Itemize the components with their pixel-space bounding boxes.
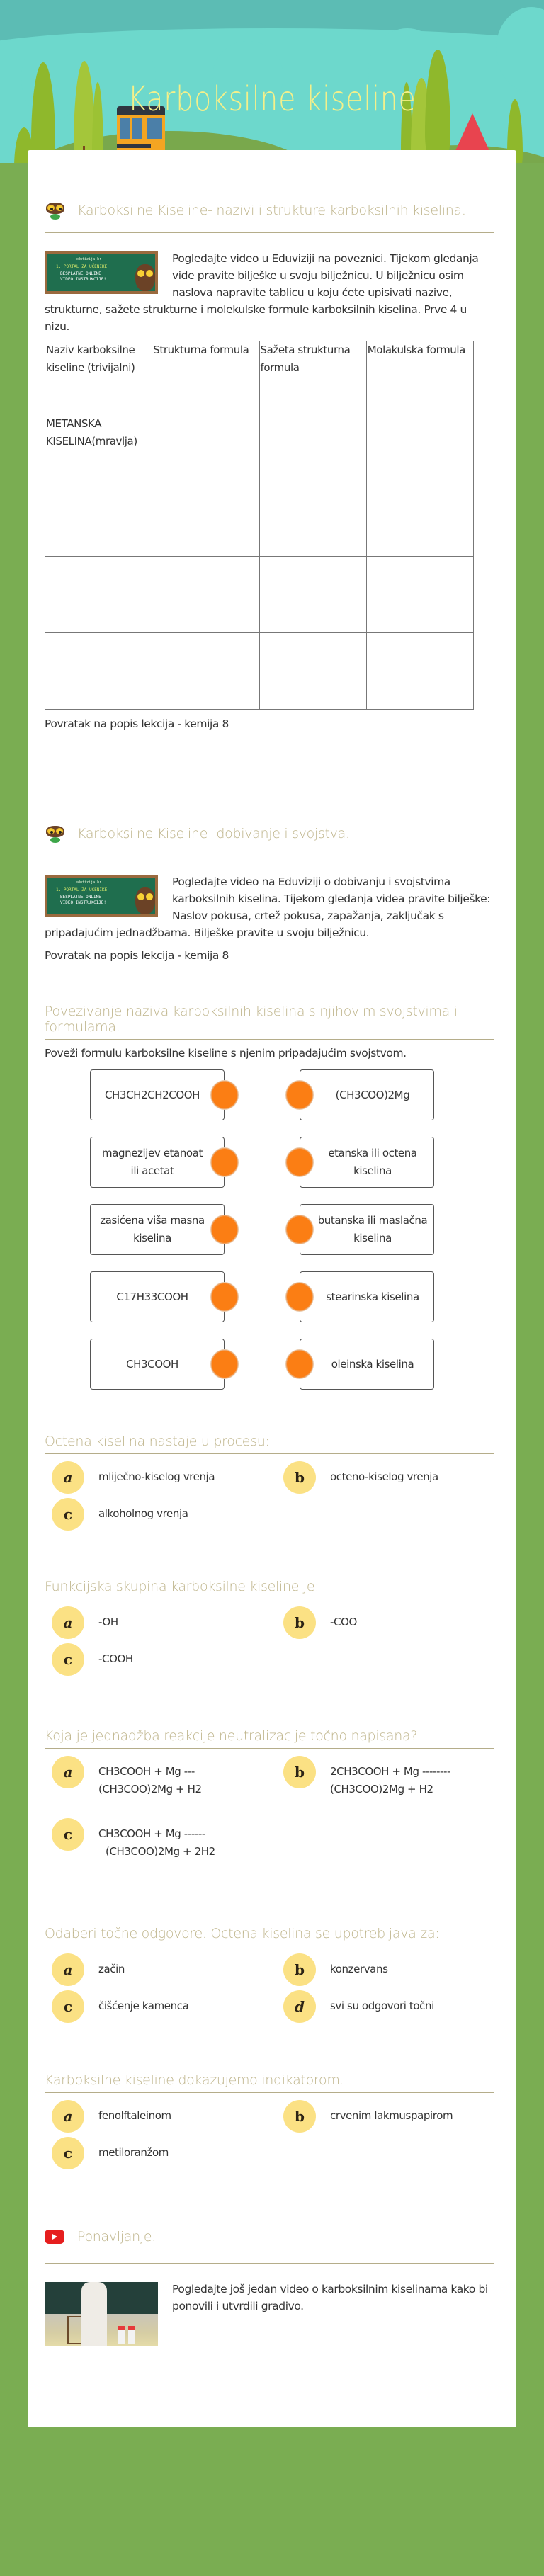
answer-option-b[interactable] — [283, 1953, 496, 1986]
section-header — [45, 2067, 494, 2093]
table-cell — [152, 557, 259, 633]
answer-option-b[interactable] — [283, 1756, 496, 1798]
section-header — [45, 1723, 494, 1749]
option-text: CH3COOH + Mg ------ (CH3COO)2Mg + 2H2 — [98, 1827, 215, 1858]
match-item-right[interactable] — [300, 1069, 434, 1120]
table-header-cell: Naziv karboksilne kiseline (trivijalni) — [45, 341, 152, 385]
table-cell — [45, 633, 152, 710]
match-label: zasićena viša masna kiselina — [100, 1214, 205, 1244]
option-badge: a — [52, 1953, 84, 1986]
answer-option-c[interactable] — [52, 1498, 283, 1531]
option-badge: b — [283, 1953, 316, 1986]
table-cell: METANSKA KISELINA(mravlja) — [45, 385, 152, 480]
back-to-lessons-link[interactable]: Povratak na popis lekcija - kemija 8 — [45, 949, 229, 962]
answer-option-c[interactable] — [52, 1818, 283, 1861]
option-text: metiloranžom — [98, 2146, 169, 2159]
table-cell — [259, 633, 366, 710]
quiz-neutralizacija — [45, 1723, 494, 1861]
eduvizija-thumbnail[interactable] — [45, 251, 158, 294]
section-header — [45, 1920, 494, 1946]
answer-option-a[interactable] — [52, 2100, 283, 2133]
back-to-lessons-link[interactable]: Povratak na popis lekcija - kemija 8 — [45, 717, 229, 730]
connector-dot[interactable] — [285, 1080, 314, 1110]
answer-options — [52, 1756, 494, 1861]
table-header-cell: Strukturna formula — [152, 341, 259, 385]
question-title: Octena kiselina nastaje u procesu: — [45, 1434, 270, 1449]
question-title: Funkcijska skupina karboksilne kiseline je: — [45, 1579, 319, 1594]
option-badge: b — [283, 1606, 316, 1639]
owl-icon — [45, 201, 66, 220]
match-item-left[interactable] — [90, 1204, 225, 1255]
thumb-text: 1. PORTAL ZA UČENIKE — [56, 264, 108, 269]
teacher-figure — [81, 2282, 107, 2346]
section-title: Karboksilne Kiseline- nazivi i strukture karboksilnih kiselina. — [77, 203, 466, 218]
section-ponavljanje — [45, 2219, 494, 2350]
option-text: čišćenje kamenca — [98, 1999, 189, 2012]
option-text: -COO — [330, 1616, 357, 1628]
answer-option-d[interactable] — [283, 1990, 496, 2023]
eduvizija-thumbnail[interactable] — [45, 875, 158, 917]
connector-dot[interactable] — [210, 1080, 239, 1110]
section-description: Pogledajte video na Eduviziji o dobivanju i svojstvima karboksilnih kiselina. Tijekom gledanja videa pravite bilješke: Naslov pokusa, crtež pokusa, zapažanja, zaključak s pripadajućim jednadžbama. Bilješke pravite u svoju bilježnicu. — [45, 875, 491, 939]
option-badge: c — [52, 1818, 84, 1851]
table-cell — [259, 385, 366, 480]
answer-option-a[interactable] — [52, 1606, 283, 1639]
option-text: octeno-kiselog vrenja — [330, 1470, 438, 1483]
option-text: alkoholnog vrenja — [98, 1507, 188, 1520]
table-header-cell: Molakulska formula — [366, 341, 473, 385]
answer-options — [52, 1953, 494, 2023]
section-description: Pogledajte video u Eduviziji na poveznici. Tijekom gledanja vide pravite bilješke u svoju bilježnicu. U bilježnicu osim naslova napravite tablicu u koju ćete upisivati nazive, strukturne, sažete strukturne i molekulske formule karboksilnih kiselina. Prve 4 u nizu. — [45, 252, 479, 333]
connector-dot[interactable] — [285, 1215, 314, 1244]
media-block — [45, 873, 494, 941]
formula-table — [45, 341, 474, 710]
option-badge: b — [283, 2100, 316, 2133]
option-text: konzervans — [330, 1963, 388, 1975]
option-badge: c — [52, 2137, 84, 2169]
table-cell — [366, 385, 473, 480]
option-text: začin — [98, 1963, 125, 1975]
table-cell — [45, 557, 152, 633]
option-badge: a — [52, 1606, 84, 1639]
connector-dot[interactable] — [285, 1349, 314, 1379]
option-text: -COOH — [98, 1652, 133, 1665]
match-label: C17H33COOH — [116, 1290, 188, 1303]
table-cell — [152, 385, 259, 480]
match-item-left[interactable] — [90, 1339, 225, 1390]
option-text: 2CH3COOH + Mg -------- (CH3COO)2Mg + H2 — [330, 1765, 451, 1795]
media-block — [45, 2281, 494, 2350]
table-header-cell: Sažeta strukturna formula — [259, 341, 366, 385]
section-header — [45, 816, 494, 856]
match-label: butanska ili maslačna kiselina — [317, 1214, 428, 1244]
section-header — [45, 1428, 494, 1454]
table-cell — [366, 557, 473, 633]
option-text: -OH — [98, 1616, 118, 1628]
option-badge: d — [283, 1990, 316, 2023]
match-label: stearinska kiselina — [326, 1290, 419, 1303]
match-label: (CH3COO)2Mg — [335, 1088, 410, 1101]
page-title: Karboksilne kiseline — [128, 79, 416, 119]
owl-icon — [135, 887, 155, 914]
section-matching — [45, 998, 494, 1390]
section-title: Ponavljanje. — [77, 2229, 156, 2245]
table-row — [45, 557, 474, 633]
answer-option-b[interactable] — [283, 2100, 496, 2133]
section-header — [45, 998, 494, 1040]
match-label: etanska ili octena kiselina — [328, 1147, 417, 1177]
section-title: Povezivanje naziva karboksilnih kiselina s njihovim svojstvima i formulama. — [45, 1004, 458, 1035]
section-description: Pogledajte još jedan video o karboksilnim kiselinama kako bi ponovili i utvrdili gradivo. — [172, 2283, 488, 2313]
question-title: Koja je jednadžba reakcije neutralizacije točno napisana? — [45, 1728, 418, 1744]
option-badge: a — [52, 1461, 84, 1494]
answer-option-c[interactable] — [52, 1990, 283, 2023]
answer-option-b[interactable] — [283, 1461, 496, 1494]
match-item-left[interactable] — [90, 1271, 225, 1322]
option-text: crvenim lakmuspapirom — [330, 2109, 453, 2122]
table-cell — [45, 480, 152, 557]
option-badge: a — [52, 2100, 84, 2133]
section-header — [45, 193, 494, 233]
quiz-octena-proces — [45, 1428, 494, 1531]
option-badge: c — [52, 1990, 84, 2023]
connector-dot[interactable] — [210, 1215, 239, 1244]
option-badge: c — [52, 1498, 84, 1531]
match-label: CH3COOH — [126, 1357, 178, 1371]
question-title: Karboksilne kiseline dokazujemo indikatorom. — [45, 2072, 344, 2088]
section-header — [45, 1573, 494, 1599]
thumb-text: edutizija.hr — [76, 257, 102, 261]
question-title: Odaberi točne odgovore. Octena kiselina se upotrebljava za: — [45, 1926, 440, 1941]
match-item-right[interactable] — [300, 1271, 434, 1322]
answer-option-a[interactable] — [52, 1461, 283, 1494]
table-row — [45, 633, 474, 710]
thumb-text: BESPLATNE ONLINE VIDEO INSTRUKCIJE! — [60, 271, 107, 282]
connector-dot[interactable] — [210, 1349, 239, 1379]
owl-icon — [45, 824, 66, 843]
youtube-icon — [45, 2230, 64, 2244]
match-item-right[interactable] — [300, 1339, 434, 1390]
thumb-text: 1. PORTAL ZA UČENIKE — [56, 887, 108, 892]
option-badge: c — [52, 1643, 84, 1676]
bottle — [118, 2326, 125, 2344]
answer-option-b[interactable] — [283, 1606, 496, 1639]
media-block — [45, 250, 494, 335]
quiz-funkcijska-skupina — [45, 1573, 494, 1676]
table-cell — [259, 557, 366, 633]
match-label: CH3CH2CH2COOH — [104, 1088, 200, 1101]
thumb-text: edutizija.hr — [76, 880, 102, 885]
match-item-left[interactable] — [90, 1069, 225, 1120]
bottle — [128, 2326, 135, 2344]
video-thumbnail[interactable] — [45, 2282, 158, 2346]
table-cell — [152, 480, 259, 557]
match-item-right[interactable] — [300, 1137, 434, 1188]
table-cell — [259, 480, 366, 557]
connector-dot[interactable] — [210, 1282, 239, 1312]
matching-board — [90, 1069, 494, 1390]
option-text: CH3COOH + Mg --- (CH3COO)2Mg + H2 — [98, 1765, 202, 1795]
table-row — [45, 385, 474, 480]
table-row — [45, 480, 474, 557]
answer-options — [52, 1606, 494, 1676]
option-badge: b — [283, 1756, 316, 1788]
option-text: mliječno-kiselog vrenja — [98, 1470, 215, 1483]
thumb-text: BESPLATNE ONLINE VIDEO INSTRUKCIJE! — [60, 895, 107, 905]
quiz-upotreba-octene — [45, 1920, 494, 2023]
match-label: oleinska kiselina — [331, 1357, 414, 1371]
content-card — [28, 150, 516, 2427]
answer-option-c[interactable] — [52, 2137, 283, 2169]
answer-option-a[interactable] — [52, 1953, 283, 1986]
connector-dot[interactable] — [210, 1147, 239, 1177]
section-dobivanje-svojstva — [45, 816, 494, 964]
connector-dot[interactable] — [285, 1282, 314, 1312]
connector-dot[interactable] — [285, 1147, 314, 1177]
quiz-indikator — [45, 2067, 494, 2169]
footer-grass — [0, 2427, 544, 2462]
matching-instruction: Poveži formulu karboksilne kiseline s njenim pripadajućim svojstvom. — [45, 1047, 407, 1060]
match-item-left[interactable] — [90, 1137, 225, 1188]
option-text: svi su odgovori točni — [330, 1999, 434, 2012]
answer-option-a[interactable] — [52, 1756, 283, 1798]
table-cell — [366, 480, 473, 557]
section-title: Karboksilne Kiseline- dobivanje i svojstva. — [77, 826, 350, 841]
table-cell — [366, 633, 473, 710]
option-badge: b — [283, 1461, 316, 1494]
owl-icon — [135, 264, 155, 291]
section-nazivi-strukture — [45, 193, 494, 732]
table-header-row — [45, 341, 474, 385]
match-item-right[interactable] — [300, 1204, 434, 1255]
section-header — [45, 2219, 494, 2264]
answer-option-c[interactable] — [52, 1643, 283, 1676]
answer-options — [52, 1461, 494, 1531]
table-cell — [152, 633, 259, 710]
match-label: magnezijev etanoat ili acetat — [101, 1147, 203, 1177]
answer-options — [52, 2100, 494, 2169]
option-badge: a — [52, 1756, 84, 1788]
option-text: fenolftaleinom — [98, 2109, 171, 2122]
